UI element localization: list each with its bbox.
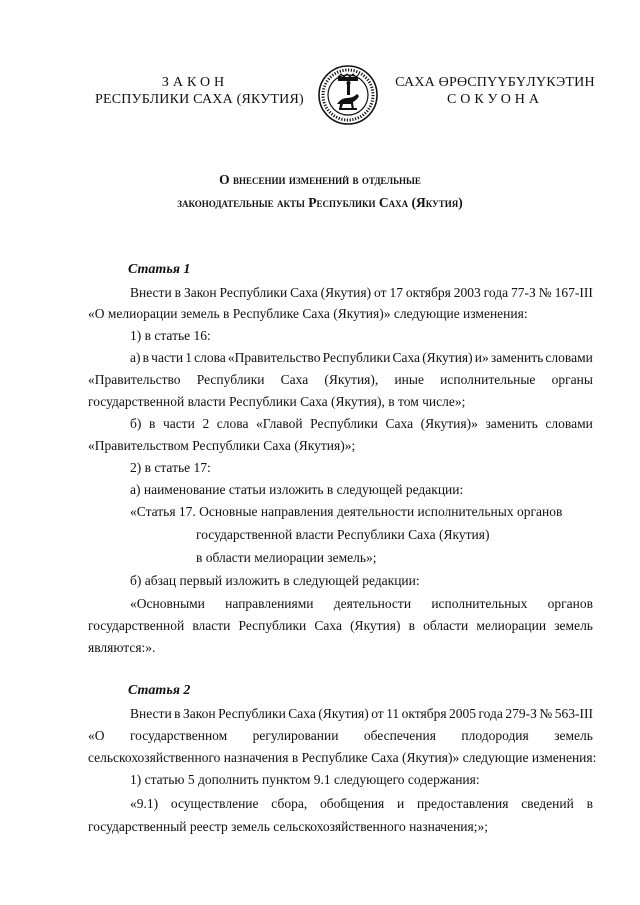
text-word: года [478, 706, 503, 721]
text-word: Республики [238, 618, 307, 633]
text-word: а) [130, 350, 141, 365]
article-1-item-2b: б) абзац первый изложить в следующей редакции: [130, 573, 420, 588]
text-word: октября [405, 285, 451, 300]
article-1-item-1a-line1 [130, 350, 593, 366]
text-word: плодородия [461, 728, 529, 743]
text-word: в [174, 285, 181, 300]
article-1-item-1b-line1 [130, 416, 593, 432]
text-word: № [539, 706, 553, 721]
text-word: Внести [130, 285, 172, 300]
text-word: 17 [389, 285, 403, 300]
text-word: 11 [386, 706, 400, 721]
text-word: слова [194, 350, 226, 365]
text-word: и [397, 796, 405, 811]
text-word: области [423, 618, 469, 633]
text-word: сведений [521, 796, 574, 811]
text-word: «Правительство [88, 372, 181, 387]
text-word: Закон [183, 285, 217, 300]
law-label: ЗАКОН [161, 75, 229, 90]
article-1-quote-line1: «Статья 17. Основные направления деятельности исполнительных органов [130, 504, 563, 519]
text-word: Саха [385, 416, 414, 431]
text-word: словами [545, 350, 593, 365]
article-1-quote-line2: государственной власти Республики Саха (Якутия) [196, 527, 490, 542]
text-word: заменить [490, 350, 544, 365]
article-1-quote2-line1 [130, 596, 593, 612]
text-word: слова [216, 416, 249, 431]
text-word: 2003 [453, 285, 481, 300]
text-word: предоставления [417, 796, 509, 811]
text-word: обобщения [319, 796, 385, 811]
text-word: государственной [88, 618, 185, 633]
article-2-intro-line2 [88, 728, 593, 744]
article-1-item-1a-line3: государственной власти Республики Саха (Якутия), в том числе»; [88, 394, 466, 409]
text-word: осуществление [170, 796, 259, 811]
article-2-intro-line1 [130, 706, 593, 722]
text-word: 1 [185, 350, 192, 365]
article-1-intro-line1 [130, 285, 593, 301]
text-word: власти [192, 618, 231, 633]
article-2-heading: Статья 2 [128, 683, 191, 698]
text-word: года [483, 285, 509, 300]
text-word: регулировании [252, 728, 339, 743]
text-word: 167-III [554, 285, 593, 300]
article-2-point-91-line1 [130, 796, 593, 812]
text-word: части [162, 416, 195, 431]
article-2-intro-line3: сельскохозяйственного назначения в Республике Саха (Якутия)» следующие изменения: [88, 750, 597, 765]
text-word: деятельности [333, 596, 412, 611]
text-word: государственном [129, 728, 228, 743]
text-word: Саха [280, 372, 309, 387]
header-right [395, 74, 595, 108]
text-word: Республики [219, 285, 288, 300]
document-title-line1: О внесении изменений в отдельные [219, 172, 421, 187]
text-word: части [151, 350, 184, 365]
text-word: (Якутия) [320, 285, 372, 300]
text-word: октября [401, 706, 447, 721]
text-word: «Основными [130, 596, 205, 611]
text-word: № [538, 285, 552, 300]
article-1-heading: Статья 1 [128, 262, 191, 277]
text-word: (Якутия) [318, 706, 369, 721]
text-word: органы [551, 372, 593, 387]
text-word: сбора, [271, 796, 308, 811]
text-word: земель [554, 618, 593, 633]
article-1-quote2-line3: являются:». [88, 640, 156, 655]
text-word: б) [130, 416, 142, 431]
text-word: Закон [183, 706, 216, 721]
text-word: земель [554, 728, 593, 743]
text-word: Внести [130, 706, 172, 721]
text-word: Республики [322, 350, 391, 365]
text-word: Саха [288, 706, 316, 721]
text-word: исполнительных [431, 596, 528, 611]
text-word: 279-З [505, 706, 537, 721]
text-word: «Правительство [227, 350, 321, 365]
text-word: «О [88, 728, 105, 743]
text-word: 563-III [554, 706, 593, 721]
text-word: исполнительные [440, 372, 536, 387]
article-2-item-1: 1) статью 5 дополнить пунктом 9.1 следующего содержания: [130, 772, 480, 787]
article-1-item-2a: а) наименование статьи изложить в следующей редакции: [130, 482, 464, 497]
text-word: Республики [196, 372, 265, 387]
article-1-intro-line2: «О мелиорации земель в Республике Саха (Якутия)» следующие изменения: [88, 306, 528, 321]
text-word: от [371, 706, 384, 721]
text-word: «9.1) [130, 796, 159, 811]
text-word: 77-З [511, 285, 536, 300]
text-word: Саха [314, 618, 342, 633]
text-word: в [408, 618, 416, 633]
text-word: «Главой [256, 416, 303, 431]
text-word: Саха [290, 285, 318, 300]
text-word: в [142, 350, 150, 365]
text-word: Республики [310, 416, 378, 431]
text-word: иные [394, 372, 424, 387]
text-word: в [586, 796, 593, 811]
text-word: Республики [218, 706, 286, 721]
text-word: 2005 [449, 706, 477, 721]
text-word: в [174, 706, 181, 721]
law-label-yakut: СОКУОНА [446, 92, 544, 107]
text-word: (Якутия) [350, 618, 401, 633]
text-word: обеспечения [363, 728, 436, 743]
text-word: (Якутия), [324, 372, 379, 387]
article-1-item-1a-line2 [88, 372, 593, 388]
text-word: в [148, 416, 156, 431]
article-1-item-2: 2) в статье 17: [130, 460, 211, 475]
text-word: направлениями [225, 596, 314, 611]
text-word: (Якутия) [422, 350, 473, 365]
document-title-line2: законодательные акты Республики Саха (Якутия) [177, 195, 463, 210]
republic-name-yakut: САХА ӨРӨСПҮҮБҮЛҮКЭТИН [395, 75, 595, 90]
article-1-quote-line3: в области мелиорации земель»; [196, 550, 377, 565]
text-word: от [374, 285, 387, 300]
text-word: и» [474, 350, 489, 365]
article-1-item-1b-line2: «Правительством Республики Саха (Якутия)»; [88, 438, 356, 453]
republic-name: РЕСПУБЛИКИ САХА (ЯКУТИЯ) [95, 92, 304, 107]
article-2-point-91-line2: государственный реестр земель сельскохозяйственного назначения;»; [88, 819, 488, 834]
article-1-quote2-line2 [88, 618, 593, 634]
coat-of-arms-icon [317, 64, 379, 126]
text-word: органов [547, 596, 593, 611]
text-word: словами [545, 416, 593, 431]
text-word: мелиорации [476, 618, 547, 633]
text-word: 2 [202, 416, 210, 431]
text-word: Саха [392, 350, 421, 365]
text-word: заменить [485, 416, 538, 431]
header-left [95, 74, 304, 108]
article-1-item-1: 1) в статье 16: [130, 328, 211, 343]
text-word: (Якутия)» [420, 416, 478, 431]
